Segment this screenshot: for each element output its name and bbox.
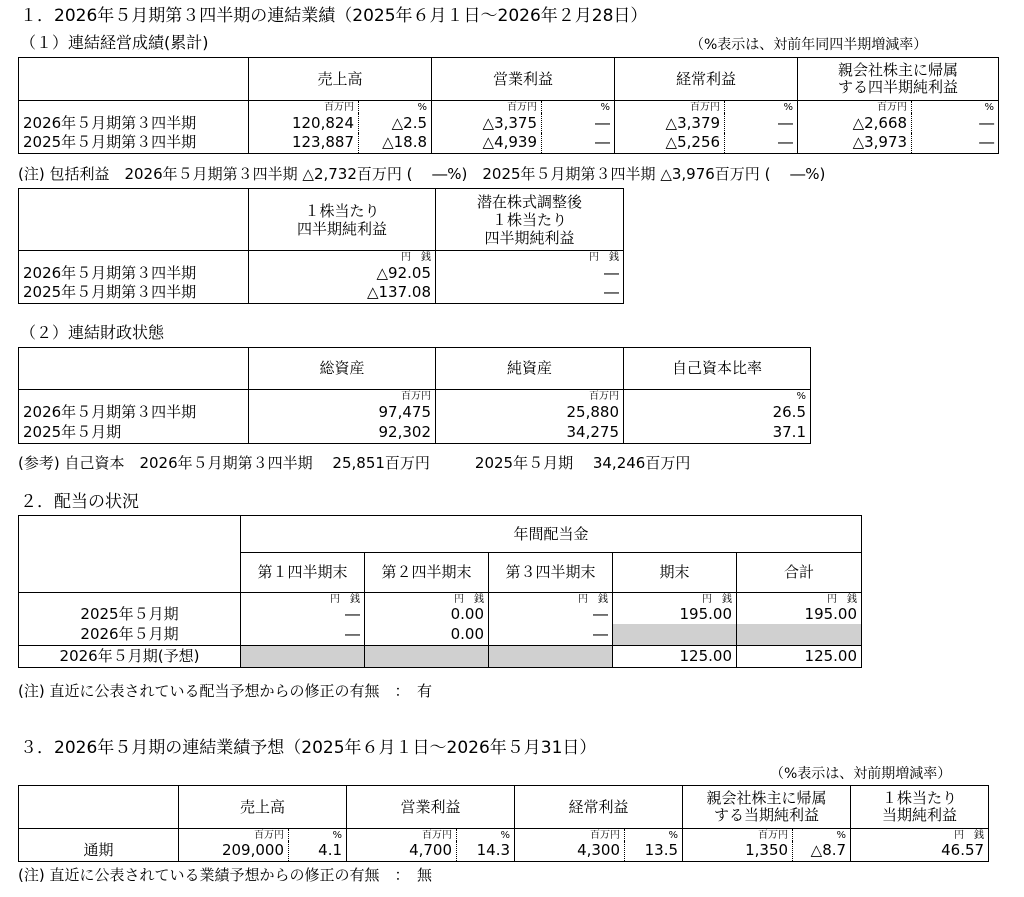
forecast-table: 売上高 営業利益 経常利益 親会社株主に帰属 する当期純利益 １株当たり 当期純利益 百万円 % 百万円 % 百万円 % 百万円 % 円 銭 通期 209,000 4.1 4,700 14.3 4,300 13.5 1,350 △8.7 46.57: [18, 785, 989, 862]
header-annual-dividend: 年間配当金: [241, 516, 862, 553]
table-row: 2026年５月期第３四半期 120,824 △2.5 △3,375 ― △3,379 ― △2,668 ―: [19, 113, 999, 133]
percent-note: （%表示は、対前年同四半期増減率）: [690, 37, 928, 53]
dividends-table: 年間配当金 第１四半期末 第２四半期末 第３四半期末 期末 合計 円 銭 円 銭 円 銭 円 銭 円 銭 2025年５月期 ― 0.00 ― 195.00 195.00 2026年５月期 ― 0.00 ― 2026年５月期(予想) 125.00 125.00: [18, 515, 862, 668]
forecast-header-ordinary-income: 経常利益: [515, 786, 683, 829]
header-equity-ratio: 自己資本比率: [624, 348, 811, 390]
section-forecast-title: ３．2026年５月期の連結業績予想（2025年６月１日～2026年５月31日）: [20, 738, 597, 758]
equity-reference-note: (参考) 自己資本 2026年５月期第３四半期 25,851百万円 2025年５月期 34,246百万円: [18, 454, 691, 472]
section-dividends-title: ２．配当の状況: [20, 492, 139, 512]
header-net-income: 親会社株主に帰属 する四半期純利益: [798, 58, 999, 101]
section-1-subtitle: （１）連結経営成績(累計): [20, 33, 209, 52]
header-q3-end: 第３四半期末: [489, 553, 613, 593]
forecast-header-eps: １株当たり 当期純利益: [851, 786, 989, 829]
header-total-assets: 総資産: [249, 348, 436, 390]
table-row: 2025年５月期 ― 0.00 ― 195.00 195.00: [19, 605, 862, 624]
header-ordinary-income: 経常利益: [615, 58, 798, 101]
forecast-header-sales: 売上高: [179, 786, 347, 829]
unit-million-yen: 百万円: [324, 102, 354, 113]
header-q2-end: 第２四半期末: [365, 553, 489, 593]
header-sales: 売上高: [249, 58, 432, 101]
table-row: 2026年５月期 ― 0.00 ―: [19, 624, 862, 645]
header-diluted-eps: 潜在株式調整後 １株当たり 四半期純利益: [436, 189, 624, 251]
table-row: 2026年５月期第３四半期 △92.05 ―: [19, 263, 624, 283]
eps-table: １株当たり 四半期純利益 潜在株式調整後 １株当たり 四半期純利益 円 銭 円 銭 2026年５月期第３四半期 △92.05 ― 2025年５月期第３四半期 △137.08 ―: [18, 188, 624, 304]
unit-yen-sen: 円 銭: [249, 251, 436, 264]
forecast-header-net-income: 親会社株主に帰属 する当期純利益: [683, 786, 851, 829]
dividend-revision-note: (注) 直近に公表されている配当予想からの修正の有無 ： 有: [18, 682, 432, 700]
forecast-revision-note: (注) 直近に公表されている業績予想からの修正の有無 ： 無: [18, 866, 432, 884]
header-year-end: 期末: [613, 553, 737, 593]
header-q1-end: 第１四半期末: [241, 553, 365, 593]
table-row: 通期 209,000 4.1 4,700 14.3 4,300 13.5 1,350 △8.7 46.57: [19, 841, 989, 861]
table-row: 2025年５月期第３四半期 △137.08 ―: [19, 283, 624, 303]
comprehensive-income-note: (注) 包括利益 2026年５月期第３四半期 △2,732百万円 ( ―%) 2025年５月期第３四半期 △3,976百万円 ( ―%): [18, 165, 826, 183]
table-row: 2026年５月期第３四半期 97,475 25,880 26.5: [19, 402, 811, 423]
header-total: 合計: [737, 553, 862, 593]
financial-position-table: 総資産 純資産 自己資本比率 百万円 百万円 % 2026年５月期第３四半期 97,475 25,880 26.5 2025年５月期 92,302 34,275 37.1: [18, 347, 811, 444]
section-2-subtitle: （２）連結財政状態: [20, 323, 165, 342]
forecast-percent-note: （%表示は、対前期増減率）: [770, 766, 952, 782]
section-1-title: １．2026年５月期第３四半期の連結業績（2025年６月１日～2026年２月28日）: [20, 6, 648, 26]
table-row: 2025年５月期 92,302 34,275 37.1: [19, 423, 811, 443]
header-eps: １株当たり 四半期純利益: [249, 189, 436, 251]
forecast-header-operating-income: 営業利益: [347, 786, 515, 829]
table-row: 2026年５月期(予想) 125.00 125.00: [19, 645, 862, 667]
header-net-assets: 純資産: [436, 348, 624, 390]
header-operating-income: 営業利益: [432, 58, 615, 101]
table-row: 2025年５月期第３四半期 123,887 △18.8 △4,939 ― △5,256 ― △3,973 ―: [19, 133, 999, 153]
operating-results-table: 売上高 営業利益 経常利益 親会社株主に帰属 する四半期純利益 百万円 % 百万円 % 百万円 % 百万円 % 2026年５月期第３四半期 120,824 △2.5 △3,375 ― △3,379 ― △2,668 ― 2025年５月期第３四半期 123,887 △18.8 △4,939 ― △5,256 ― △3,973 ―: [18, 57, 999, 154]
